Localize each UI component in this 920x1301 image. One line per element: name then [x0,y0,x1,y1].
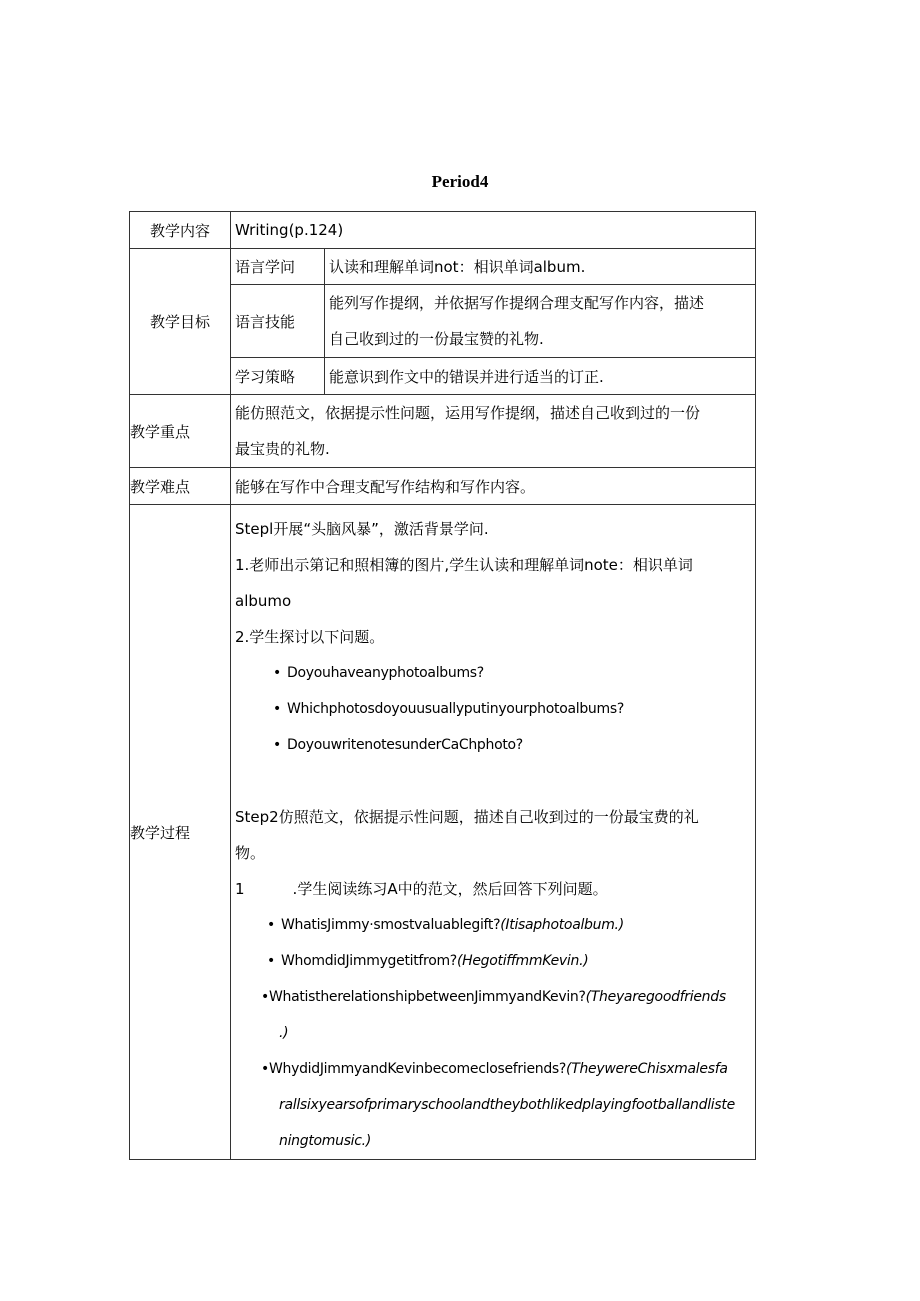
goal-label-strategy: 学习策略 [235,367,296,386]
step1-item1-line2: albumo [235,592,292,610]
answer-text: (Theyaregoodfriends [585,989,726,1005]
list-item [235,907,753,943]
row-difficulty [130,468,756,505]
bullet-icon: • [267,953,275,969]
focus-line1: 能仿照范文，依据提示性问题，运用写作提纲，描述自己收到过的一份 [235,404,701,422]
answer-continuation: rallsixyearsofprimaryschoolandtheybothlikedplayingfootballandliste [279,1097,735,1113]
answer-continuation: ningtomusic.) [279,1133,371,1149]
spacer [235,763,753,799]
bullet-icon: • [267,917,275,933]
question-text: Doyouhaveanyphotoalbums? [287,665,484,681]
bullet-icon: • [261,989,269,1005]
page-title: Period4 [431,172,489,191]
row-content [130,212,756,249]
answer-continuation: .) [279,1025,289,1041]
row-goal-knowledge [130,249,756,285]
list-item [235,727,753,763]
answer-text: (Itisaphotoalbum.) [500,917,624,933]
question-text: DoyouwritenotesunderCaChphoto? [287,737,523,753]
step1-item1-line1: 1.老师出示第记和照相簿的图片,学生认读和理解单词note：相识单词 [235,556,693,574]
label-focus: 教学重点 [130,395,231,468]
bullet-icon: • [273,665,281,681]
label-goals: 教学目标 [130,249,231,395]
goal-text-knowledge: 认读和理解单词not：相识单词album. [329,258,586,276]
goal-label-knowledge: 语言学问 [235,258,296,276]
list-item [235,1051,753,1087]
label-content: 教学内容 [130,212,231,249]
bullet-icon: • [261,1061,269,1077]
step2-heading-line1: Step2仿照范文，依据提示性问题，描述自己收到过的一份最宝费的礼 [235,808,699,826]
goal-text-strategy: 能意识到作文中的错误并进行适当的订正. [329,367,604,386]
goal-text-skills-line1: 能列写作提纲，并依据写作提纲合理支配写作内容，描述 [329,294,705,312]
list-item [235,943,753,979]
goal-text-skills-line2: 自己收到过的一份最宝赞的礼物. [329,330,544,348]
step2-item1-number: 1 [235,880,245,898]
lesson-plan-table [129,211,756,1160]
label-difficulty: 教学难点 [130,468,231,505]
question-text: Whichphotosdoyouusuallyputinyourphotoalbums? [287,701,624,717]
step1-item2: 2.学生探讨以下问题。 [235,628,385,646]
question-text: WhatistherelationshipbetweenJimmyandKevin? [268,989,586,1005]
difficulty-text: 能够在写作中合理支配写作结构和写作内容。 [235,477,536,496]
step1-heading: Stepl开展“头脑风暴”，激活背景学问. [235,520,489,538]
answer-text: (TheywereChisxmalesfa [566,1061,728,1077]
answer-text: (HegotiffmmKevin.) [456,953,589,969]
list-item [235,979,753,1015]
list-item [235,691,753,727]
goal-label-skills: 语言技能 [235,312,296,331]
question-text: WhatisJimmy·smostvaluablegift? [281,917,501,933]
bullet-icon: • [273,737,281,753]
row-focus [130,395,756,468]
step2-heading-line2: 物。 [235,844,266,862]
list-item [235,655,753,691]
label-process: 教学过程 [130,505,231,1160]
row-process [130,505,756,1160]
question-text: WhomdidJimmygetitfrom? [281,953,457,969]
step2-item1 [235,871,753,907]
value-content: Writing(p.124) [235,221,344,239]
step2-item1-text: .学生阅读练习A中的范文，然后回答下列问题。 [292,880,608,898]
question-text: WhydidJimmyandKevinbecomeclosefriends? [268,1061,567,1077]
focus-line2: 最宝贵的礼物. [235,440,330,458]
bullet-icon: • [273,701,281,717]
